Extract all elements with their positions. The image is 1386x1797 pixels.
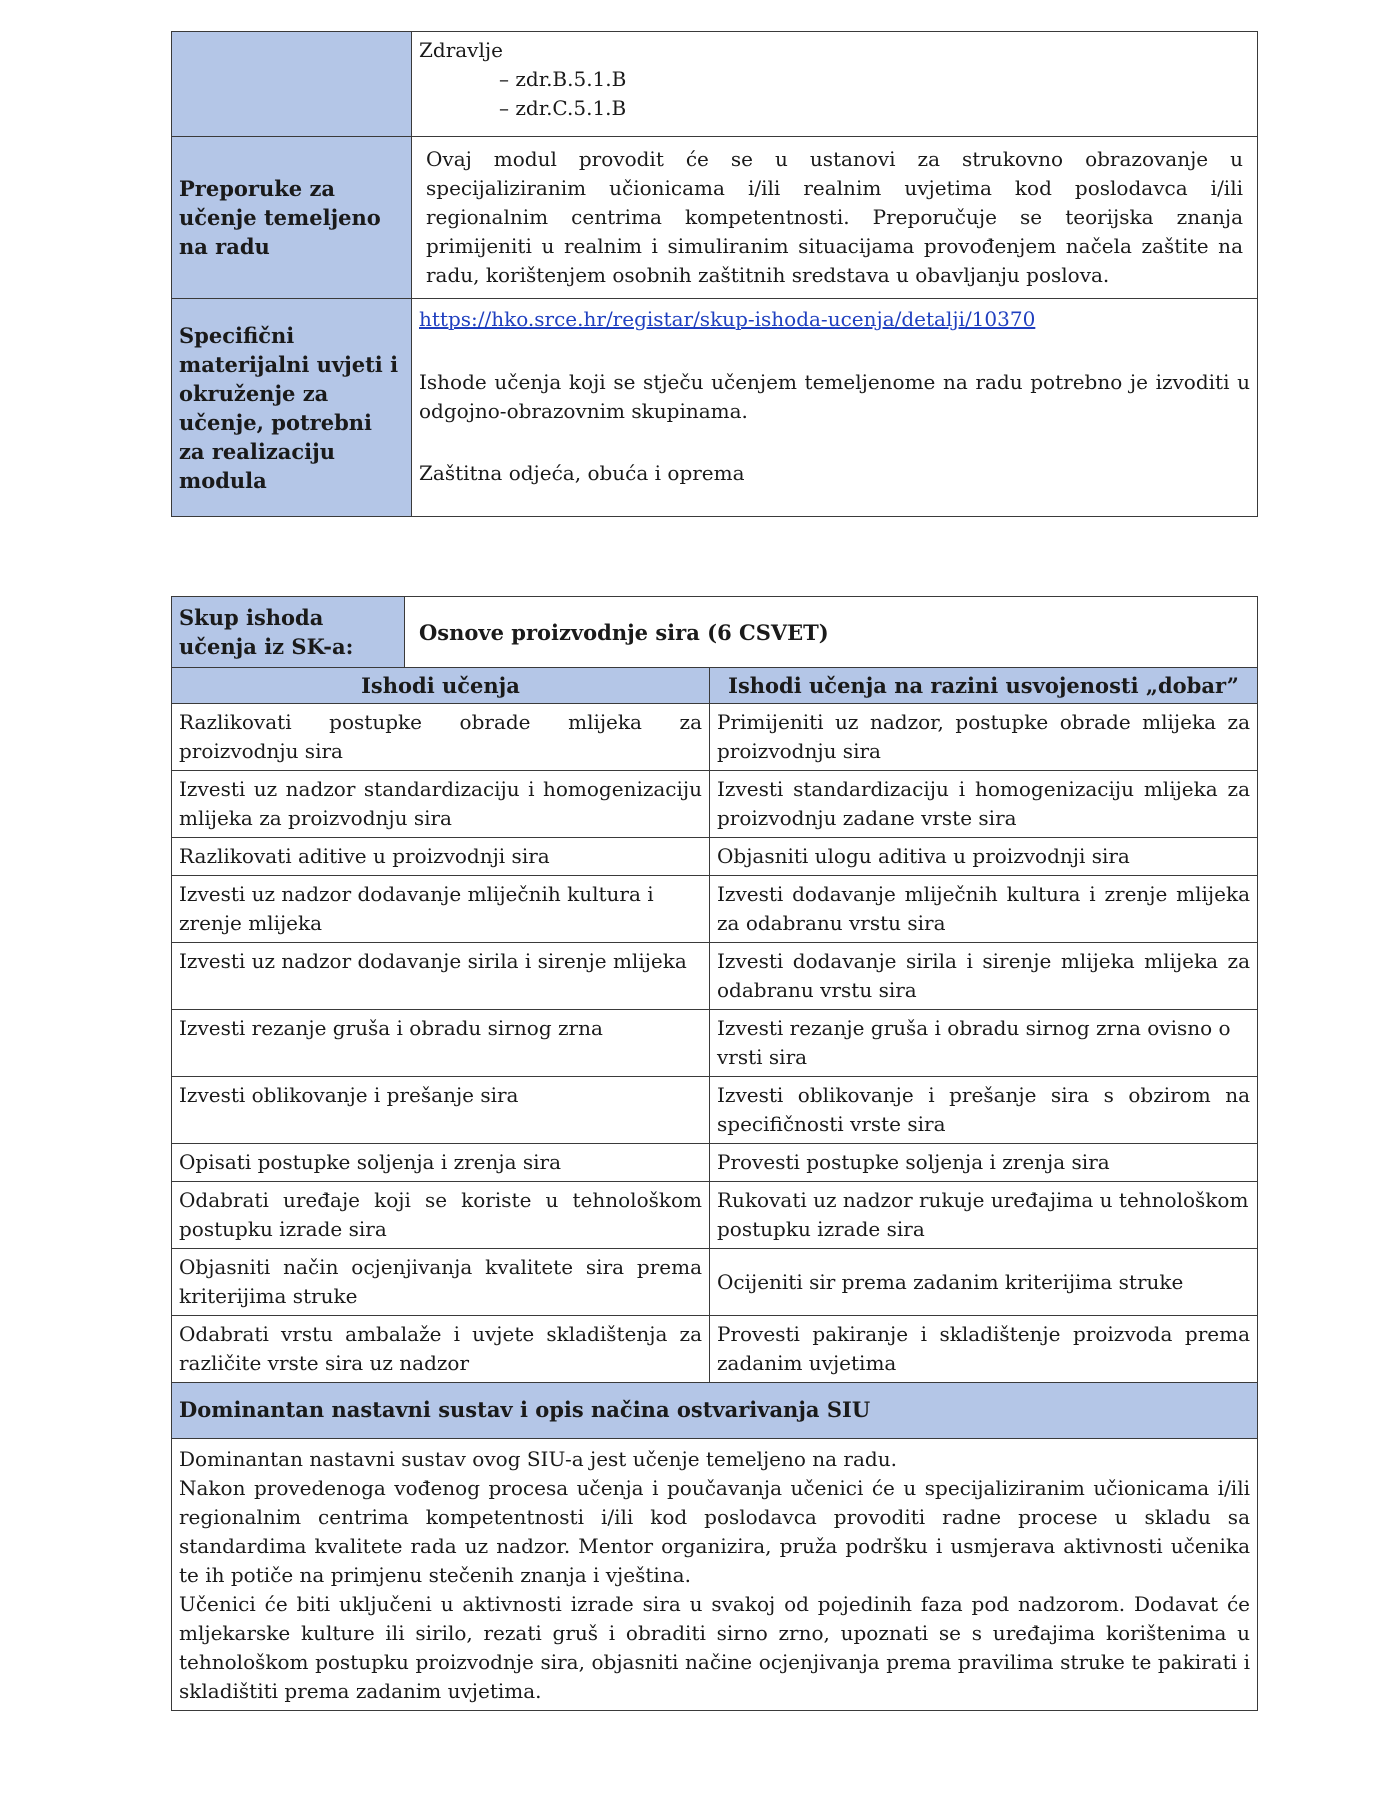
materials-text-2: Zaštitna odjeća, obuća i oprema [419, 461, 745, 485]
outcome-cell: Izvesti oblikovanje i prešanje sira [172, 1077, 710, 1144]
health-item: – zdr.B.5.1.B [499, 67, 627, 91]
outcome-cell: Razlikovati postupke obrade mlijeka za proizvodnju sira [172, 704, 710, 771]
siu-table [171, 596, 1258, 1711]
health-title: Zdravlje [419, 38, 503, 62]
outcome-cell: Odabrati vrstu ambalaže i uvjete skladištenja za različite vrste sira uz nadzor [172, 1316, 710, 1383]
materials-label: Specifični materijalni uvjeti i okruženje za učenje, potrebni za realizaciju modula [172, 299, 412, 517]
outcome-cell: Izvesti uz nadzor dodavanje sirila i sirenje mlijeka [172, 943, 710, 1010]
outcome-row [172, 1010, 1258, 1077]
dominant-header: Dominantan nastavni sustav i opis načina ostvarivanja SIU [172, 1383, 1258, 1439]
recommendations-text: Ovaj modul provodit će se u ustanovi za strukovno obrazovanje u specijaliziranim učionicama i/ili realnim uvjetima kod poslodavca i/ili regionalnim centrima kompetentnosti. Preporučuje se teorijska znanja primijeniti u realnim i simuliranim situacijama provođenjem načela zaštite na radu, korištenjem osobnih zaštitnih sredstava u obavljanju poslova. [412, 137, 1258, 299]
dominant-paragraph: Nakon provedenoga vođenog procesa učenja i poučavanja učenici će u specijaliziranim učionicama i/ili regionalnim centrima kompetentnosti i/ili kod poslodavca provoditi radne procese u skladu sa standardima kvalitete rada uz nadzor. Mentor organizira, pruža podršku i usmjerava aktivnosti učenika te ih potiče na primjenu stečenih znanja i vještina. [179, 1476, 1250, 1587]
outcomes-header-row [172, 668, 1258, 704]
outcome-good-cell: Izvesti standardizaciju i homogenizaciju mlijeka za proizvodnju zadane vrste sira [710, 771, 1258, 838]
outcome-good-cell: Izvesti dodavanje sirila i sirenje mlijeka mlijeka za odabranu vrstu sira [710, 943, 1258, 1010]
dominant-body-row [172, 1439, 1258, 1711]
health-cell [412, 32, 1258, 137]
outcome-good-cell: Provesti postupke soljenja i zrenja sira [710, 1144, 1258, 1182]
outcome-cell: Izvesti rezanje gruša i obradu sirnog zrna [172, 1010, 710, 1077]
outcome-row [172, 1144, 1258, 1182]
outcome-good-cell: Rukovati uz nadzor rukuje uređajima u tehnološkom postupku izrade sira [710, 1182, 1258, 1249]
health-label-cell [172, 32, 412, 137]
health-item: – zdr.C.5.1.B [499, 96, 627, 120]
outcome-row [172, 838, 1258, 876]
outcome-good-cell: Izvesti oblikovanje i prešanje sira s obzirom na specifičnosti vrste sira [710, 1077, 1258, 1144]
health-row [172, 32, 1258, 137]
outcome-row [172, 876, 1258, 943]
dominant-paragraph: Učenici će biti uključeni u aktivnosti izrade sira u svakoj od pojedinih faza pod nadzorom. Dodavat će mljekarske kulture ili sirilo, rezati gruš i obraditi sirno zrno, upoznati se s uređajima korištenima u tehnološkom postupku proizvodnje sira, objasniti načine ocjenjivanja prema pravilima struke te pakirati i skladištiti prema zadanim uvjetima. [179, 1592, 1250, 1703]
outcome-good-cell: Izvesti rezanje gruša i obradu sirnog zrna ovisno o vrsti sira [710, 1010, 1258, 1077]
dominant-header-row [172, 1383, 1258, 1439]
siu-title-row [172, 597, 1258, 668]
outcome-cell: Razlikovati aditive u proizvodnji sira [172, 838, 710, 876]
outcome-row [172, 771, 1258, 838]
outcome-row [172, 1249, 1258, 1316]
outcome-cell: Izvesti uz nadzor standardizaciju i homogenizaciju mlijeka za proizvodnju sira [172, 771, 710, 838]
outcome-cell: Opisati postupke soljenja i zrenja sira [172, 1144, 710, 1182]
dominant-body [172, 1439, 1258, 1711]
siu-label: Skup ishoda učenja iz SK-a: [172, 597, 405, 668]
outcome-cell: Odabrati uređaje koji se koriste u tehnološkom postupku izrade sira [172, 1182, 710, 1249]
dominant-paragraph: Dominantan nastavni sustav ovog SIU-a jest učenje temeljeno na radu. [179, 1447, 897, 1471]
materials-text-1: Ishode učenja koji se stječu učenjem temeljenome na radu potrebno je izvoditi u odgojno-obrazovnim skupinama. [419, 370, 1250, 423]
outcome-good-cell: Ocijeniti sir prema zadanim kriterijima struke [710, 1249, 1258, 1316]
outcome-good-cell: Izvesti dodavanje mliječnih kultura i zrenje mlijeka za odabranu vrstu sira [710, 876, 1258, 943]
siu-title: Osnove proizvodnje sira (6 CSVET) [405, 597, 1258, 668]
materials-row [172, 299, 1258, 517]
outcome-cell: Izvesti uz nadzor dodavanje mliječnih kultura i zrenje mlijeka [172, 876, 710, 943]
outcome-row [172, 1182, 1258, 1249]
recommendations-label: Preporuke za učenje temeljeno na radu [172, 137, 412, 299]
outcome-row [172, 1316, 1258, 1383]
registry-link[interactable]: https://hko.srce.hr/registar/skup-ishoda-ucenja/detalji/10370 [419, 307, 1036, 331]
outcome-cell: Objasniti način ocjenjivanja kvalitete sira prema kriterijima struke [172, 1249, 710, 1316]
outcome-row [172, 1077, 1258, 1144]
outcome-good-cell: Provesti pakiranje i skladištenje proizvoda prema zadanim uvjetima [710, 1316, 1258, 1383]
materials-cell [412, 299, 1258, 517]
outcome-good-cell: Objasniti ulogu aditiva u proizvodnji sira [710, 838, 1258, 876]
outcome-good-cell: Primijeniti uz nadzor, postupke obrade mlijeka za proizvodnju sira [710, 704, 1258, 771]
module-info-table [171, 31, 1258, 517]
outcome-row [172, 943, 1258, 1010]
outcomes-header: Ishodi učenja [172, 668, 710, 704]
outcomes-good-header: Ishodi učenja na razini usvojenosti „dobar” [710, 668, 1258, 704]
recommendations-row [172, 137, 1258, 299]
outcome-row [172, 704, 1258, 771]
